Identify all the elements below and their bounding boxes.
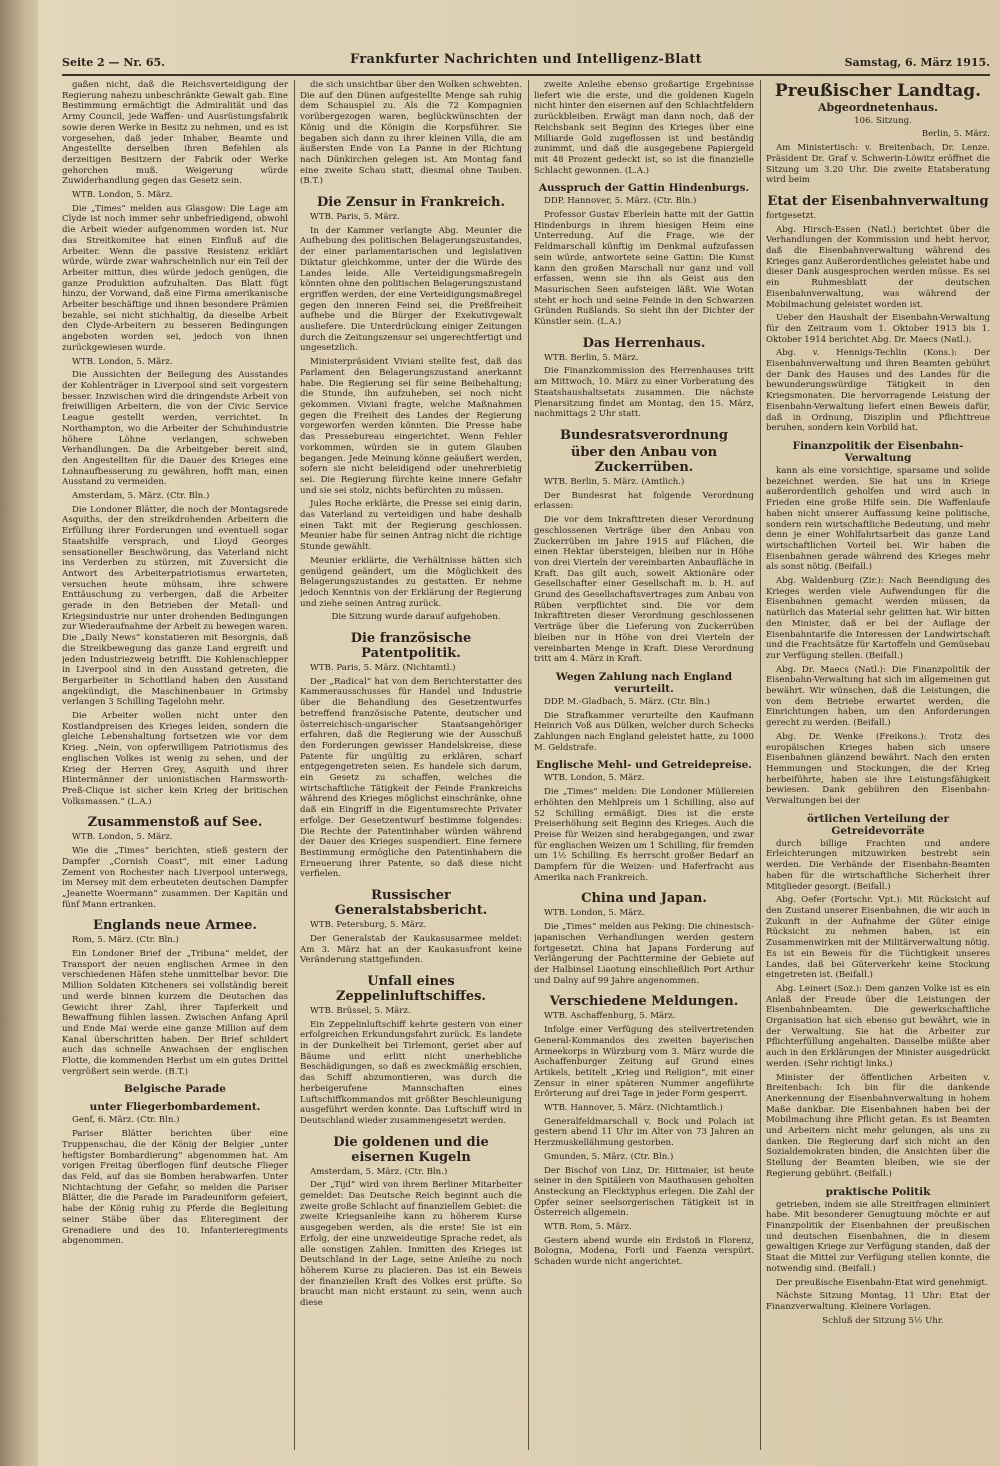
article-paragraph: Abg. Leinert (Soz.): Dem ganzen Volke ist es ein Anlaß der Freude über die Leistungen der Eisenbahnbeamten. Die gewerkschaftliche Organisation hat sich ebenso gut bewährt, wie in der Verwaltung. Sie hat die Arbeiter zur Pflichterfüllung angehalten. Dasselbe müßte aber auch in den Erklärungen der Minister ausgedrückt werden. (Sehr richtig! links.) <box>766 983 990 1069</box>
headline-belgische-parade: Belgische Parade <box>124 1083 226 1096</box>
article-paragraph: Genf, 6. März. (Ctr. Bln.) <box>72 1115 180 1126</box>
article-paragraph: WTB. Paris, 5. März. (Nichtamtl.) <box>310 663 456 674</box>
article-paragraph: WTB. London, 5. März. <box>72 190 173 201</box>
subheadline-abgeordnetenhaus: Abgeordnetenhaus. <box>818 101 938 114</box>
article-paragraph: WTB. London, 5. März. <box>72 832 173 843</box>
header-page-number: Seite 2 — Nr. 65. <box>62 56 165 69</box>
headline-zahlung: Wegen Zahlung nach England verurteilt. <box>555 670 733 695</box>
article-paragraph: Die Sitzung wurde darauf aufgehoben. <box>331 612 501 623</box>
landtag-dateline: Berlin, 5. März. <box>921 129 990 140</box>
article-paragraph: Die „Times“ melden aus Glasgow: Die Lage am Clyde ist noch immer sehr unbefriedigend, obwohl die Arbeit wieder aufgenommen worden ist. Nur das Streitkomitee hat einen Einfluß auf die Arbeiter. Wenn die passive Resistenz erklärt würde, würde zwar wahrscheinlich nur ein Teil der Arbeiter mittun, dies würde jedoch genügen, die ganze Produktion aufzuhalten. Das Blatt fügt hinzu, der Vorwand, daß eine Firma amerikanische Arbeiter beschäftige und ihnen besondere Prämien bezahle, sei nicht stichhaltig, da dieselbe Arbeit den Clyde-Arbeitern zu besseren Bedingungen angeboten worden sei, jedoch von ihnen zurückgewiesen wurde. <box>62 203 288 353</box>
article-paragraph: Am Ministertisch: v. Breitenbach, Dr. Lenze. Präsident Dr. Graf v. Schwerin-Löwitz eröffnet die Sitzung um 3.20 Uhr. Die zweite Etatsberatung wird beim <box>766 143 990 186</box>
headline-verschiedene: Verschiedene Meldungen. <box>549 994 739 1010</box>
article-paragraph: Die Strafkammer verurteilte den Kaufmann Heinrich Voß aus Dülken, welcher durch Schecks Zahlungen nach England geleistet hatte, zu 1000 M. Geldstrafe. <box>534 710 754 753</box>
article-paragraph: Abg. v. Hennigs-Techlin (Kons.): Der Eisenbahnverwaltung und ihren Beamten gebührt der Dank des Hauses und des Landes für die bewunderungswürdige Tätigkeit in den Kriegsmonaten. Die hervorragende Leistung der Eisenbahn-Verwaltung liefert einen Beweis dafür, daß in Ordnung, Disziplin und Pflichttreue beruhen, sondern kein Vorbild hat. <box>766 348 990 434</box>
article-paragraph: Ueber den Haushalt der Eisenbahn-Verwaltung für den Zeitraum vom 1. Oktober 1913 bis 1. Oktober 1914 berichtet Abg. Dr. Maecs (Natl.). <box>766 313 990 345</box>
article-paragraph: die sich unsichtbar über den Wolken schwebten. Die auf den Dünen aufgestellte Menge sah ruhig dem Schauspiel zu. Als die 72 Kompagnien vorübergezogen waren, beglückwünschten der König und die Königin die Korpsführer. Sie begaben sich dann zu ihrer kleinen Villa, die am äußersten Ende von La Panne in der Richtung nach Dünkirchen gelegen ist. Am Montag fand eine zweite Schau statt, diesmal ohne Tauben. (B.T.) <box>300 80 522 187</box>
article-paragraph: WTB. London, 5. März. <box>72 356 173 367</box>
article-paragraph: WTB. Brüssel, 5. März. <box>310 1005 411 1016</box>
headline-mehlpreise: Englische Mehl- und Getreidepreise. <box>536 759 752 772</box>
headline-etat: Etat der Eisenbahnverwaltung <box>767 193 989 209</box>
headline-hindenburg: Ausspruch der Gattin Hindenburgs. <box>538 182 750 195</box>
column-divider <box>760 80 761 1450</box>
column-divider <box>294 80 295 1450</box>
article-paragraph: Ministerpräsident Viviani stellte fest, daß das Parlament den Belagerungszustand anerkannt habe. Die Regierung sei für seine Beibehaltung; die Stunde, ihn aufzuheben, sei noch nicht gekommen. Viviani fragte, welche Maßnahmen gegen die Freiheit des Landes der Regierung vorgeworfen werden könnten. Die Presse habe das Pressebureau eingerichtet. Wenn Fehler vorkommen, würden sie in gutem Glauben begangen. Jede Meinung könne geäußert werden, sofern sie nicht beleidigend oder unehrerbietig sei. Die Regierung fürchte keine innere Gefahr und sie sei stolz, nichts befürchten zu müssen. <box>300 357 522 496</box>
article-paragraph: Der „Tijd“ wird von ihrem Berliner Mitarbeiter gemeldet: Das Deutsche Reich beginnt auch die zweite große Schlacht auf finanziellem Gebiet: die zweite Kriegsanleihe kann zu höherem Kurse ausgegeben werden, als die erste! Sie ist ein Erfolg, der eine unzweideutige Sprache redet, als alle sonstigen Zahlen. Inmitten des Krieges ist Deutschland in der Lage, seine Anleihe zu noch höherem Kurse zu placieren. Das ist ein Beweis der finanziellen Kraft des Volkes erst prüfte. So braucht man nicht erstaunt zu sein, wenn auch diese <box>300 1180 522 1309</box>
article-paragraph: Rom, 5. März. (Ctr. Bln.) <box>72 935 179 946</box>
article-paragraph: Abg. Hirsch-Essen (Natl.) berichtet über die Verhandlungen der Kommission und hebt hervor, daß die Eisenbahnverwaltung während des Krieges ganz Außerordentliches geleistet habe und dieser Dank ausgesprochen werden müsse. Es sei ein Ruhmesblatt der deutschen Eisenbahnverwaltung, was während der Mobilmachung geleistet worden ist. <box>766 224 990 310</box>
header-date: Samstag, 6. März 1915. <box>844 56 990 69</box>
article-paragraph: Meunier erklärte, die Verhältnisse hätten sich genügend geändert, um die Möglichkeit des Belagerungszustandes zu gestatten. Er nehme jedoch Kenntnis von der Erklärung der Regierung und ziehe seinen Antrag zurück. <box>300 555 522 609</box>
article-paragraph: fortgesetzt. <box>766 210 817 221</box>
headline-bundesrat-2: über den Anbau von Zuckerrüben. <box>570 444 718 475</box>
article-paragraph: Die „Times“ melden aus Peking: Die chinesisch-japanischen Verhandlungen werden gestern fortgesetzt. China hat Japans Forderung auf Verlängerung der Pachttermine der Gebiete auf der Halbinsel Liaotung einschließlich Port Arthur und Dalny auf 99 Jahre angenommen. <box>534 922 754 986</box>
article-paragraph: Ein Londoner Brief der „Tribuna“ meldet, der Transport der neuen englischen Armee in den verschiedenen Häfen stehe unmittelbar bevor. Die Million Soldaten Kitcheners sei vollständig bereit und werde binnen kurzem die Deutschen das Gewicht ihrer Zahl, ihrer Tapferkeit und Bewaffnung fühlen lassen. Zwischen Anfang April und Ende Mai werde eine ganze Million auf dem Kanal überschritten haben. Der Brief schildert auch das schnelle Anwachsen der englischen Flotte, die kommenden Herbst um ein gutes Drittel vergrößert sein werde. (B.T.) <box>62 949 288 1077</box>
article-paragraph: getrieben, indem sie alle Streitfragen eliminiert habe. Mit besonderer Genugtuung möchte er auf Finanzpolitik der Eisenbahnen der preußischen und deutschen Eisenbahnen, die in diesem gewaltigen Kriege zur Verfügung standen, daß der Staat die Mittel zur Verfügung stellen konnte, die notwendig sind. (Beifall.) <box>766 1199 990 1274</box>
header-masthead: Frankfurter Nachrichten und Intelligenz-Blatt <box>350 52 702 67</box>
page-header <box>62 52 990 74</box>
article-paragraph: DDP. Hannover, 5. März. (Ctr. Bln.) <box>544 196 697 207</box>
article-paragraph: Nächste Sitzung Montag, 11 Uhr: Etat der Finanzverwaltung. Kleinere Vorlagen. <box>766 1291 990 1312</box>
article-paragraph: WTB. Rom, 5. März. <box>544 1222 632 1233</box>
article-paragraph: Minister der öffentlichen Arbeiten v. Breitenbach: Ich bin für die dankende Anerkennung der Eisenbahnverwaltung in hohem Maße dankbar. Die Eisenbahnen haben bei der Mobilmachung ihre Pflicht getan. Es ist Beamten und Arbeitern nicht mehr gelungen, als uns zu danken. Die Regierung darf sich nicht an den Sozialdemokraten binden, die Ansichten über die Stellung der Beamten bleiben, wie sie der Regierung gebührt. (Beifall.) <box>766 1072 990 1179</box>
article-paragraph: Die „Times“ melden: Die Londoner Müllereien erhöhten den Mehlpreis um 1 Schilling, also auf 52 Schilling ermäßigt. Dies ist die erste Preiserhöhung seit Beginn des Krieges. Auch die Preise für Weizen sind herabgegangen, und zwar für englischen Weizen um 1 Schilling, für fremden um 1½ Schilling. Es herrscht großer Bedarf an Dampfern für die Weizen- und Haferfracht aus Amerika nach Frankreich. <box>534 787 754 883</box>
article-paragraph: WTB. Paris, 5. März. <box>310 212 400 223</box>
article-paragraph: Professor Gustav Eberlein hatte mit der Gattin Hindenburgs in ihrem hiesigen Heim eine Unterredung. Auf die Frage, wie der Feldmarschall künftig im Denkmal aufzufassen sein würde, antwortete seine Gattin: Die Kunst kann den großen Marschall nur ganz und voll erfassen, wenn sie ihn als Geist aus den Masurischen Seen aufsteigen läßt. Wie Wotan steht er hoch und seine Feinde in den Schwarzen Gründen Rußlands. So sieht ihn der Dichter der Künstler sein. (L.A.) <box>534 210 754 328</box>
column-1 <box>62 80 288 1450</box>
article-paragraph: WTB. London, 5. März. <box>544 908 645 919</box>
article-paragraph: Der Generalstab der Kaukasusarmee meldet: Am 3. März hat an der Kaukasusfront keine Veränderung stattgefunden. <box>300 933 522 966</box>
article-paragraph: Der Bischof von Linz, Dr. Hittmaier, ist heute seiner in den Spitälern von Mauthausen geholten Ansteckung an Flecktyphus erlegen. Die Zahl der Opfer seiner seelsorgerischen Tätigkeit ist in Österreich allgemein. <box>534 1165 754 1219</box>
headline-zusammenstoss: Zusammenstoß auf See. <box>87 815 263 831</box>
article-paragraph: Gmunden, 5. März. (Ctr. Bln.) <box>544 1151 674 1162</box>
headline-englands-armee: Englands neue Armee. <box>93 918 257 934</box>
headline-belgische-parade-2: unter Fliegerbombardement. <box>89 1101 261 1114</box>
article-paragraph: Der Bundesrat hat folgende Verordnung erlassen: <box>534 490 754 512</box>
article-paragraph: Abg. Oefer (Fortschr. Vpt.): Mit Rücksicht auf den Zustand unserer Eisenbahnen, die wir auch in Zukunft in der Aufnahme der Güter einige Rücksicht zu nehmen haben, ist ein Zusammenwirken mit der Militärverwaltung nötig. Es ist ein Beweis für die Tüchtigkeit unseres Landes, daß bei Güterverkehr keine Stockung eingetreten ist. (Beifall.) <box>766 895 990 981</box>
article-paragraph: Der preußische Eisenbahn-Etat wird genehmigt. <box>776 1277 988 1288</box>
headline-zeppelin: Unfall eines Zeppelinluftschiffes. <box>336 973 486 1004</box>
headline-herrenhaus: Das Herrenhaus. <box>582 335 706 351</box>
article-paragraph: WTB. Berlin, 5. März. <box>544 352 639 363</box>
article-paragraph: Die Arbeiter wollen nicht unter den Kostlandpreisen des Krieges leiden, sondern die gleiche Lebenshaltung fortsetzen wie vor dem Krieg. „Nein, von opferwilligem Patriotismus des englischen Volkes ist wenig zu sehen, und der Krieg der Herren Grey, Asquith und ihrer Hintermänner der unionistischen Harmsworth-Preß-Clique ist sicher kein Krieg der britischen Volksmassen.“ (L.A.) <box>62 711 288 807</box>
article-paragraph: Gestern abend wurde ein Erdstoß in Florenz, Bologna, Modena, Forli und Faenza verspürt. Schaden wurde nicht angerichtet. <box>534 1235 754 1268</box>
article-paragraph: Die vor dem Inkrafttreten dieser Verordnung geschlossenen Verträge über den Anbau von Zuckerrüben im Jahre 1915 auf Flächen, die einen Hektar übersteigen, bleiben nur in Höhe von drei Vierteln der vereinbarten Anbaufläche in Kraft. Das gilt auch, soweit Aktionäre oder Gesellschafter einer Gesellschaft m. b. H. auf Grund des Gesellschaftsvertrages zum Anbau von Rüben verpflichtet sind. Die vor dem Inkrafttreten dieser Verordnung geschlossenen Verträge über die Lieferung von Zuckerrüben bleiben nur in Höhe von drei Vierteln der vereinbarten Menge in Kraft. Diese Verordnung tritt am 4. März in Kraft. <box>534 515 754 665</box>
article-paragraph: Die Finanzkommission des Herrenhauses tritt am Mittwoch, 10. März zu einer Vorberatung des Staatshaushaltsetats zusammen. Die nächste Plenarsitzung findet am Montag, den 15. März, nachmittags 2 Uhr statt. <box>534 366 754 420</box>
article-paragraph: Abg. Waldenburg (Zir.): Nach Beendigung des Krieges werden viele Aufwendungen für die Eisenbahnen gemacht werden müssen, da natürlich das Material sehr gelitten hat. Wir bitten den Minister, daß er bei der Auflage der Eisenbahntarife die Interessen der Landwirtschaft und die Frachtsätze für Kartoffeln und Gemüsebau zur Verfügung stellen. (Beifall.) <box>766 576 990 661</box>
article-paragraph: Generalfeldmarschall v. Bock und Polach ist gestern abend 11 Uhr im Alter von 73 Jahren an Herzmuskellähmung gestorben. <box>534 1116 754 1149</box>
headline-patentpolitik: Die französische Patentpolitik. <box>350 631 472 662</box>
article-paragraph: Ein Zeppelinluftschiff kehrte gestern von einer erfolgreichen Erkundungsfahrt zurück. Es landete in der Dunkelheit bei Tirlemont, geriet aber auf Bäume und erlitt nicht unerhebliche Beschädigungen, so daß es zweckmäßig erschien, das Schiff abzumontieren, was durch die herbeigerufene Mannschaften eines Luftschiffkommandos mit größter Beschleunigung ausgeführt werden konnte. Das Luftschiff wird in Deutschland wieder zusammengesetzt werden. <box>300 1019 522 1126</box>
article-paragraph: zweite Anleihe ebenso großartige Ergebnisse liefert wie die erste, und die goldenen Kugeln nicht hinter den eisernen auf den Schlachtfeldern zurückbleiben. Erwägt man dann noch, daß der Reichsbank seit Beginn des Krieges über eine Milliarde Gold zugeflossen ist und beständig zunimmt, und daß die ausgegebene Papiergeld mit 48 Prozent gedeckt ist, so ist die finanzielle Schlacht gewonnen. (L.A.) <box>534 80 754 176</box>
article-paragraph: WTB. London, 5. März. <box>544 773 645 784</box>
article-paragraph: Infolge einer Verfügung des stellvertretenden General-Kommandos des zweiten bayerischen Armeekorps in Würzburg vom 3. März wurde die Aschaffenburger Zeitung auf Grund eines Artikels, betitelt „Krieg und Religion“, mit einer Zensur in einer späteren Nummer angeführte Erörterung auf drei Tage in jeder Form gesperrt. <box>534 1025 754 1100</box>
headline-generalstab: Russischer Generalstabsbericht. <box>334 888 488 919</box>
article-paragraph: Amsterdam, 5. März. (Ctr. Bln.) <box>72 491 210 502</box>
column-divider <box>528 80 529 1450</box>
article-paragraph: Jules Roche erklärte, die Presse sei einig darin, das Vaterland zu verteidigen und habe deshalb einen Takt mit der Regierung geschlossen. Meunier habe für seinen Antrag nicht die richtige Stunde gewählt. <box>300 499 522 553</box>
headline-getreidevorraete: örtlichen Verteilung der Getreidevorräte <box>806 812 950 837</box>
article-paragraph: Abg. Dr. Maecs (Natl.): Die Finanzpolitik der Eisenbahn-Verwaltung hat sich im allgemeinen gut bewährt. Wir wünschen, daß die Leistungen, die von dem Betriebe erwartet werden, die Einrichtungen haben, um den Anforderungen gerecht zu werden. (Beifall.) <box>766 664 990 729</box>
headline-landtag: Preußischer Landtag. <box>774 81 982 101</box>
article-paragraph: DDP. M.-Gladbach, 5. März. (Ctr. Bln.) <box>544 696 711 707</box>
article-paragraph: WTB. Berlin, 5. März. (Amtlich.) <box>544 476 685 487</box>
binding-edge <box>0 0 38 1466</box>
headline-praktische-politik: praktische Politik <box>825 1185 931 1198</box>
article-paragraph: WTB. Petersburg, 5. März. <box>310 920 427 931</box>
article-paragraph: In der Kammer verlangte Abg. Meunier die Aufhebung des politischen Belagerungszustandes, der einer parlamentarischen und legislativen Diktatur gleichkomme, unter der die Würde des Landes leide. Alle Verteidigungsmaßregeln könnten ohne den politischen Belagerungszustand ergriffen werden, der eine Verteidigungsmaßregel gegen den inneren Feind sei, die Preßfreiheit aufhebe und die Bürger der Exekutivgewalt ausliefere. Die Unterdrückung einiger Zeitungen durch die Zeitungszensur sei ungerechtfertigt und ungesetzlich. <box>300 225 522 354</box>
col1-intro <box>62 80 288 807</box>
column-3 <box>534 80 754 1450</box>
headline-zensur: Die Zensur in Frankreich. <box>317 195 505 211</box>
article-paragraph: Abg. Dr. Wenke (Freikons.): Trotz des europäischen Krieges haben sich unsere Eisenbahnen glänzend bewährt. Nach den ersten Hemmungen und Stockungen, die der Krieg herbeiführte, haben sie ihre Leistungsfähigkeit bewiesen. Dank gebühren den Eisenbahn-Verwaltungen bei der <box>766 731 990 807</box>
headline-bundesrat: Bundesratsverordnung <box>560 427 728 443</box>
article-paragraph: Pariser Blätter berichten über eine Truppenschau, die der König der Belgier „unter heftigster Bombardierung“ abgenommen hat. Am vorigen Freitag überflogen fünf deutsche Flieger das Feld, auf das sie Bomben herabwarfen. Unter Nichtachtung der Gefahr, so melden die Pariser Blätter, die die Parade im Paradeuniform gefeiert, habe der König ruhig zu Pferde die Begleitung seiner Stäbe über das Eliteregiment der Grenadiere und des 10. Infanterieregiments abgenommen. <box>62 1129 288 1247</box>
article-paragraph: durch billige Frachten und andere Erleichterungen mitzuwirken bestrebt sein werden. Die Verbände der Eisenbahn-Beamten haben für die wirtschaftliche Sicherheit ihrer Mitglieder gesorgt. (Beifall.) <box>766 838 990 892</box>
column-2 <box>300 80 522 1450</box>
article-paragraph: Die Londoner Blätter, die noch der Montagsrede Asquiths, der den streikdrohenden Arbeitern die Erfüllung ihrer Forderungen und eventuell sogar Staatshilfe versprach, und Lloyd Georges sensationeller Beschwörung, das Vaterland nicht ins Verderben zu stürzen, mit Zuversicht die Antwort des Arbeiterpatriotismus erwarteten, versuchen heute mühsam, ihre schwere Enttäuschung zu verbergen, daß die Arbeiter gerade in den Betrieben der Metall- und Kriegsindustrie nur unter drohenden Bedingungen zur Wiederaufnahme der Arbeit zu bewegen waren. Die „Daily News“ konstatieren mit Besorgnis, daß die Streikbewegung das ganze Land ergreift und jeden Industriezweig betrifft. Die Kohlenschlepper in Liverpool sind in den Ausstand getreten, die Bergarbeiter in Schottland haben den Ausstand angekündigt, die Maschinenbauer in Grimsby verlangen 3 Schilling Tagelohn mehr. <box>62 504 288 708</box>
headline-china-japan: China und Japan. <box>581 891 707 907</box>
column-4 <box>766 80 990 1450</box>
article-paragraph: Die Aussichten der Beilegung des Ausstandes der Kohlenträger in Liverpool sind seit vorgestern besser. Inzwischen wird die dringendste Arbeit von freiwilligen Arbeitern, die von der Civic Service League gestellt werden, verrichtet. In Northampton, wo die Arbeiter der Schuhindustrie höhere Löhne verlangen, schweben Verhandlungen. Da die Arbeitgeber bereit sind, den Angestellten für die Dauer des Krieges eine Lohnaufbesserung zu gewähren, hofft man, einen Ausstand zu vermeiden. <box>62 370 288 488</box>
sitzung-number: 106. Sitzung. <box>854 115 912 126</box>
header-rule <box>62 74 990 76</box>
headline-kugeln: Die goldenen und die eisernen Kugeln <box>333 1134 489 1165</box>
article-paragraph: WTB. Aschaffenburg, 5. März. <box>544 1011 676 1022</box>
article-paragraph: WTB. Hannover, 5. März. (Nichtamtlich.) <box>544 1103 723 1114</box>
article-paragraph: Wie die „Times“ berichten, stieß gestern der Dampfer „Cornish Coast“, mit einer Ladung Zement von Rochester nach Liverpool unterwegs, im Mersey mit dem erbeuteten deutschen Dampfer „Jeanette Woermann“ zusammen. Der Kapitän und fünf Mann ertranken. <box>62 846 288 910</box>
article-paragraph: Schluß der Sitzung 5½ Uhr. <box>822 1315 944 1326</box>
article-paragraph: gaßen nicht, daß die Reichsverteidigung der Regierung nahezu unbeschränkte Gewalt gab. Eine Bestimmung ermächtigt die Admiralität und das Army Council, jede Waffen- und Ausrüstungsfabrik sowie deren Werke in Besitz zu nehmen, und es ist vorgesehen, daß jeder Inhaber, Beamte und Angestellte derselben ihren Befehlen als derzeitigen Besitzern der Fabrik oder Werke gehorchen muß. Weigerung würde Zuwiderhandlung gegen das Gesetz sein. <box>62 80 288 187</box>
article-paragraph: kann als eine vorsichtige, sparsame und solide bezeichnet werden. Sie hat uns in Kriege außerordentlich geholfen und wird auch in Frieden eine große Hilfe sein. Die Waffenlaufe haben nicht unserer Auffassung keine politische, sondern rein wirtschaftliche Bedeutung, und mehr denn je einer Wohlfahrtsarbeit das ganze Land wirtschaftlichen Vorteil bei. Wir haben die Eisenbahnen gerade während des Krieges mehr als sonst nötig. (Beifall.) <box>766 465 990 573</box>
article-paragraph: Der „Radical“ hat von dem Berichterstatter des Kammerausschusses für Handel und Industrie über die Behandlung des Gesetzentwurfes betreffend französische Patente, deutscher und österreichisch-ungarischer Staatsangehöriger erfahren, daß die Regierung wie der Ausschuß den Forderungen gewisser Handelskreise, diese Patente für ungültig zu erklären, scharf entgegengetreten seien. Es handele sich darum, ein Gesetz zu schaffen, welches die wirtschaftliche Tätigkeit der Feinde Frankreichs während des Krieges möglichst einschränke, ohne daß ein Eingriff in die Eigentumsrechte Privater erfolge. Der Gesetzentwurf bestimme folgendes: Die Rechte der Patentinhaber würden während der Dauer des Krieges suspendiert. Eine fernere Bestimmung ermögliche den Patentinhabern die Erneuerung ihrer Patente, so daß diese nicht verfielen. <box>300 676 522 880</box>
headline-finanzpolitik: Finanzpolitik der Eisenbahn-Verwaltung <box>792 439 964 464</box>
article-paragraph: Amsterdam, 5. März. (Ctr. Bln.) <box>310 1166 448 1177</box>
